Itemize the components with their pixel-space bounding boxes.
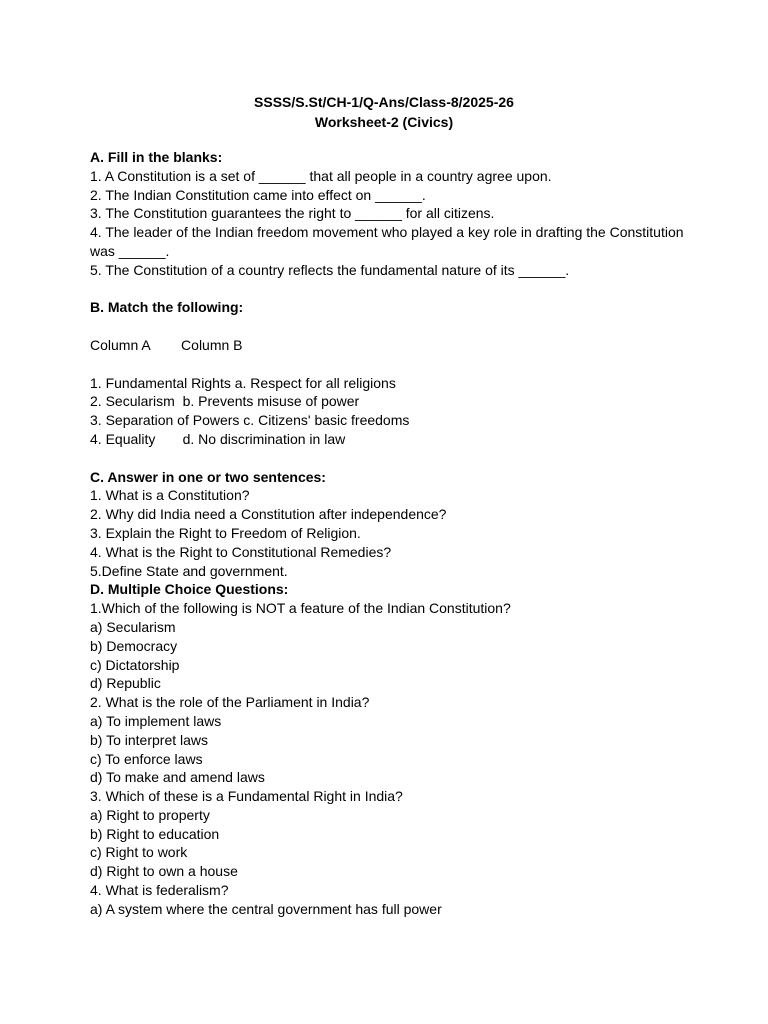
section-c-heading: C. Answer in one or two sentences: <box>90 468 326 485</box>
section-a-item-1: 1. A Constitution is a set of ______ that all people in a country agree upon. <box>90 167 552 184</box>
mcq-option: b) Democracy <box>90 637 178 654</box>
worksheet-header <box>0 92 768 132</box>
mcq-option: a) Right to property <box>90 806 210 823</box>
section-b-item-2: 2. Secularism b. Prevents misuse of power <box>90 393 360 410</box>
mcq-option: c) Right to work <box>90 844 188 861</box>
section-a <box>90 148 690 280</box>
worksheet-title: Worksheet-2 (Civics) <box>314 114 454 130</box>
spacer <box>90 280 690 299</box>
section-c-item-5: 5.Define State and government. <box>90 562 288 579</box>
mcq-option: c) To enforce laws <box>90 750 203 767</box>
section-c <box>90 468 690 581</box>
mcq-option: a) Secularism <box>90 618 176 635</box>
spacer <box>90 355 690 374</box>
section-b <box>90 298 690 448</box>
mcq-question-3: 3. Which of these is a Fundamental Right in India? <box>90 788 403 805</box>
mcq-option: b) To interpret laws <box>90 731 209 748</box>
section-b-columns: Column A Column B <box>90 336 243 353</box>
worksheet-code: SSSS/S.St/CH-1/Q-Ans/Class-8/2025-26 <box>254 94 514 110</box>
mcq-question-1: 1.Which of the following is NOT a feature of the Indian Constitution? <box>90 600 511 617</box>
mcq-option: d) Right to own a house <box>90 863 238 880</box>
section-d <box>90 580 690 918</box>
worksheet-content <box>90 148 690 919</box>
spacer <box>90 317 690 336</box>
section-b-item-3: 3. Separation of Powers c. Citizens' basic freedoms <box>90 412 410 429</box>
mcq-option: d) Republic <box>90 675 161 692</box>
section-b-item-1: 1. Fundamental Rights a. Respect for all religions <box>90 374 396 391</box>
mcq-option: b) Right to education <box>90 825 220 842</box>
section-a-item-3: 3. The Constitution guarantees the right to ______ for all citizens. <box>90 205 495 222</box>
section-c-item-3: 3. Explain the Right to Freedom of Religion. <box>90 524 361 541</box>
mcq-question-4: 4. What is federalism? <box>90 882 229 899</box>
mcq-option: a) To implement laws <box>90 712 222 729</box>
section-b-item-4: 4. Equality d. No discrimination in law <box>90 430 346 447</box>
section-c-item-2: 2. Why did India need a Constitution after independence? <box>90 506 447 523</box>
section-b-heading: B. Match the following: <box>90 299 244 316</box>
section-a-heading: A. Fill in the blanks: <box>90 149 223 165</box>
section-a-item-5: 5. The Constitution of a country reflects the fundamental nature of its ______. <box>90 261 570 278</box>
section-a-item-4: 4. The leader of the Indian freedom movement who played a key role in drafting the Constitution was ______. <box>90 224 684 259</box>
section-a-item-2: 2. The Indian Constitution came into effect on ______. <box>90 186 426 203</box>
spacer <box>90 449 690 468</box>
section-c-item-1: 1. What is a Constitution? <box>90 487 250 504</box>
mcq-question-2: 2. What is the role of the Parliament in India? <box>90 694 370 711</box>
mcq-option: a) A system where the central government has full power <box>90 900 442 917</box>
section-d-heading: D. Multiple Choice Questions: <box>90 581 289 598</box>
section-c-item-4: 4. What is the Right to Constitutional Remedies? <box>90 543 392 560</box>
mcq-option: c) Dictatorship <box>90 656 180 673</box>
mcq-option: d) To make and amend laws <box>90 769 265 786</box>
